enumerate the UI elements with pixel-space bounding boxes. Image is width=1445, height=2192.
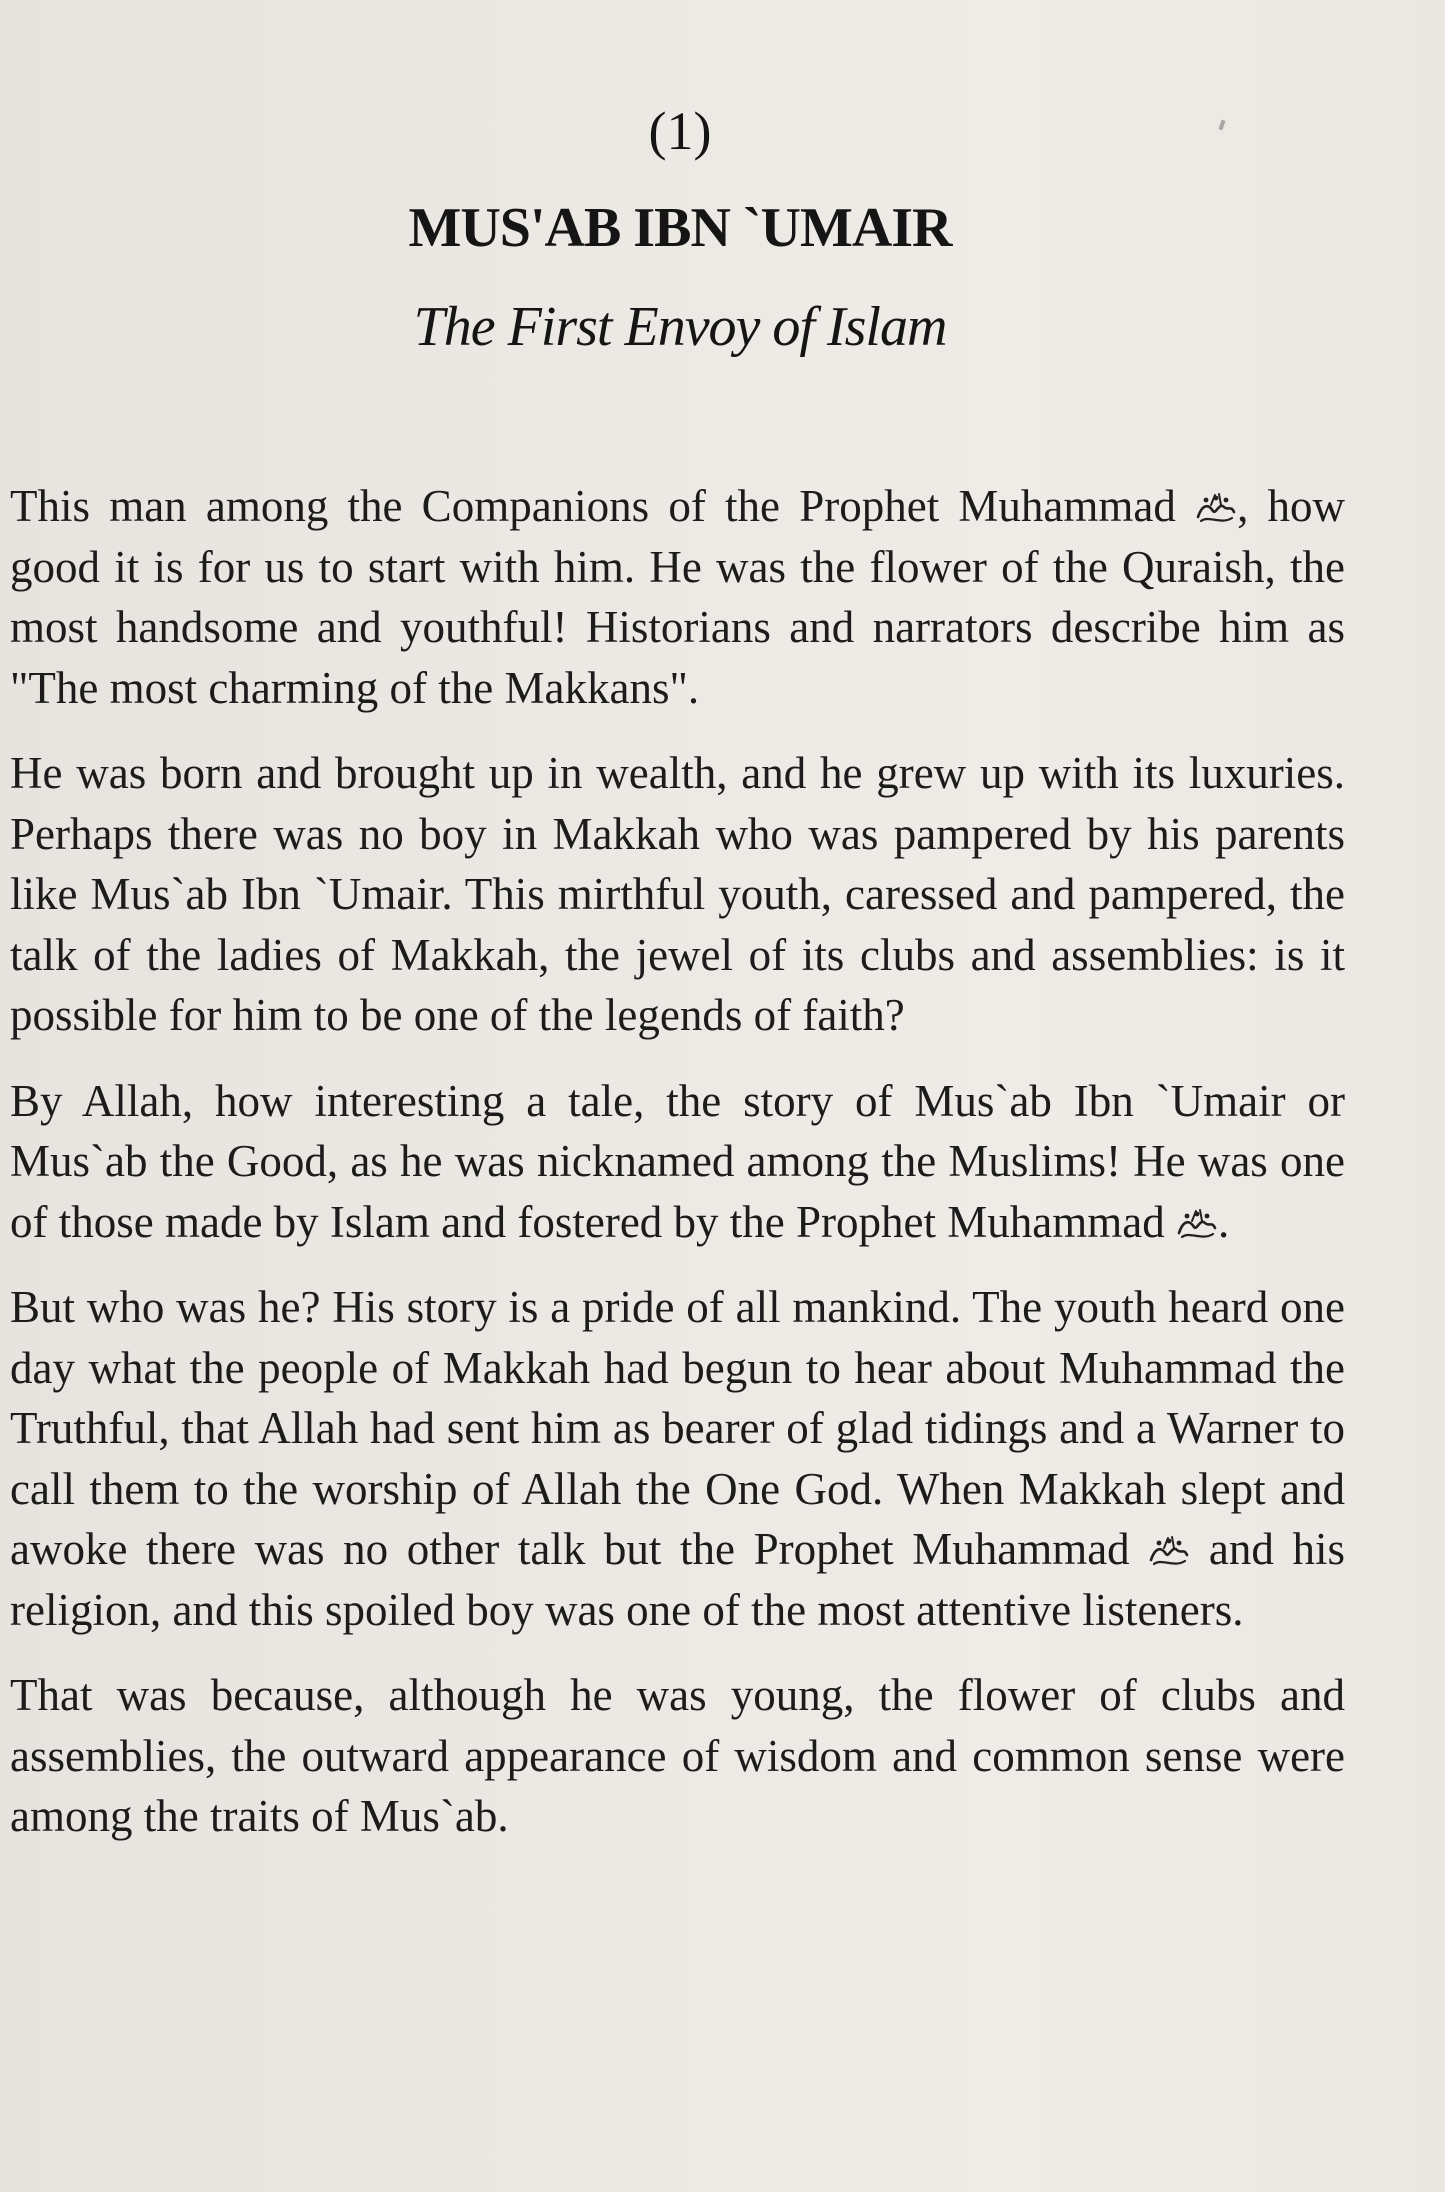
paragraph-4 — [10, 1277, 1345, 1640]
paragraph-3 — [10, 1071, 1345, 1253]
paragraph-2: He was born and brought up in wealth, and he grew up with its luxuries. Perhaps there was no boy in Makkah who was pampered by his parents like Mus`ab Ibn `Umair. This mirthful youth, caressed and pampered, the talk of the ladies of Makkah, the jewel of its clubs and assemblies: is it possible for him to be one of the legends of faith? — [10, 748, 1345, 1040]
chapter-number: (1) — [648, 101, 712, 161]
chapter-subtitle: The First Envoy of Islam — [413, 296, 947, 358]
paragraph-5: That was because, although he was young, the flower of clubs and assemblies, the outward appearance of wisdom and common sense were among the traits of Mus`ab. — [10, 1670, 1345, 1841]
paragraph-1 — [10, 476, 1345, 718]
paragraph-3-text-a: By Allah, how interesting a tale, the story of Mus`ab Ibn `Umair or Mus`ab the Good, as he was nicknamed among the Muslims! He was one of those made by Islam and fostered by the Prophet Muhammad — [10, 1075, 1345, 1247]
paragraph-1-text-b: , how good it is for us to start with him. He was the flower of the Quraish, the most handsome and youthful! Historians and narrators describe him as "The most charming of the Makkans". — [10, 481, 1345, 713]
paragraph-1-text-a: This man among the Companions of the Prophet Muhammad — [10, 481, 1176, 531]
salutation-calligraphy-icon — [1176, 1207, 1218, 1243]
salutation-calligraphy-icon — [1148, 1534, 1190, 1570]
salutation-calligraphy-icon — [1195, 491, 1237, 527]
chapter-title: MUS'AB IBN `UMAIR — [408, 197, 952, 259]
chapter-body — [10, 476, 1345, 1847]
paragraph-4-text-b: and his religion, and this spoiled boy was one of the most attentive listeners. — [10, 1524, 1345, 1635]
paragraph-4-text-a: But who was he? His story is a pride of all mankind. The youth heard one day what the people of Makkah had begun to hear about Muhammad the Truthful, that Allah had sent him as bearer of glad tidings and a Warner to call them to the worship of Allah the One God. When Makkah slept and awoke there was no other talk but the Prophet Muhammad — [10, 1282, 1345, 1574]
paragraph-3-text-b: . — [1217, 1196, 1230, 1247]
